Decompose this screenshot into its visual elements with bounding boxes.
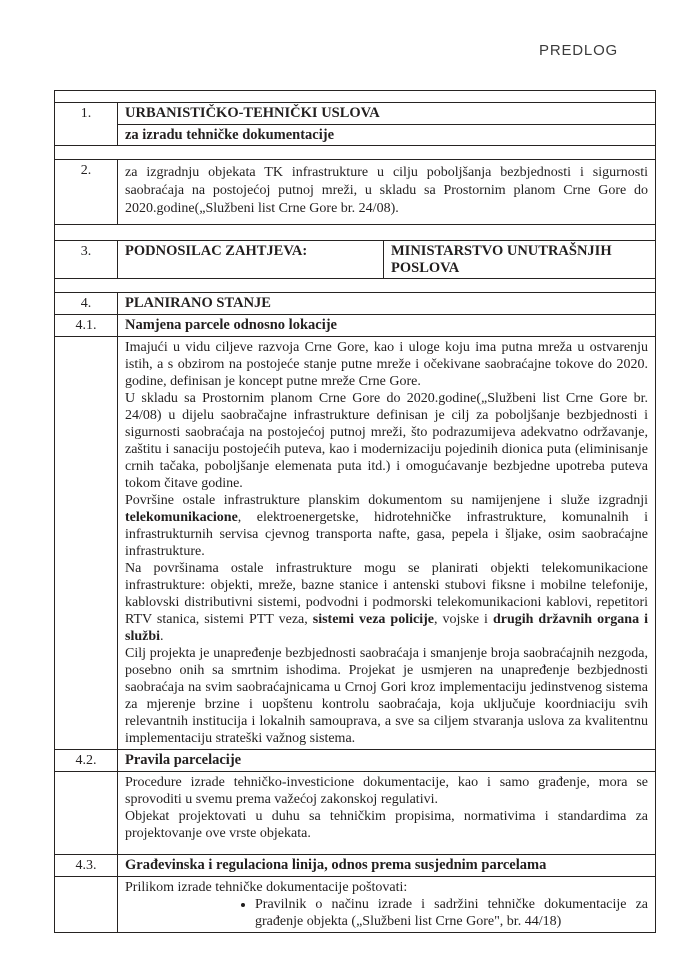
section-4-1-number-cell — [55, 337, 118, 749]
row-4-2-title: Pravila parcelacije — [125, 752, 242, 768]
p3-segment-2: , elektroenergetske, hidrotehničke infrastrukture, komunalnih i infrastrukturnih servisa cjevnog transporta nafte, gasa, pepela i šljake, osim saobraćajne infrastrukture. — [125, 510, 648, 559]
row-3-number: 3. — [55, 241, 118, 278]
p4-bold-state-organs: drugih državnih organa i službi — [125, 612, 648, 644]
row-3 — [55, 241, 655, 279]
paragraph-design-standards: Objekat projektovati u duhu sa tehničkim propisima, normativima i standardima za projektovanje ove vrste objekata. — [125, 809, 648, 841]
row-4-2 — [55, 750, 655, 772]
section-4-1-text — [118, 337, 655, 749]
p4-segment-1: Na površinama ostale infrastrukture mogu se planirati objekti telekomunikacione infrastrukture: objekti, mreže, bazne stanice i antenski stubovi fiksne i mobilne telefonije, kablovski distributivni sistemi, podvodni i podmorski telekomunikacioni kablovi, repetitori RTV stanica, sistemi PTT veza, — [125, 561, 648, 627]
empty-row-2 — [55, 225, 655, 241]
row-4-3 — [55, 855, 655, 877]
applicant-label: PODNOSILAC ZAHTJEVA: — [118, 241, 384, 278]
row-4 — [55, 293, 655, 315]
section-4-2-number-cell — [55, 772, 118, 854]
paragraph-procedures: Procedure izrade tehničko-investicione dokumentacije, kao i samo građenje, mora se sprovoditi u svemu prema važećoj zakonskoj regulativi. — [125, 775, 648, 807]
p4-segment-2: , vojske i — [433, 612, 493, 627]
row-4-number: 4. — [55, 293, 118, 314]
paragraph-respect-intro: Prilikom izrade tehničke dokumentacije poštovati: — [125, 880, 408, 895]
row-1-title: URBANISTIČKO-TEHNIČKI USLOVA — [118, 103, 655, 125]
p4-segment-3: . — [160, 629, 164, 644]
section-4-2-text-row — [55, 772, 655, 855]
bullet-list — [125, 896, 648, 930]
paragraph-concept: Imajući u vidu ciljeve razvoja Crne Gore, kao i uloge koju ima putna mreža u ostvarenju istih, a s obzirom na postojeće stanje putne mreže i očekivane saobraćajne tokove do 2020. godine, definisan je koncept putne mreže Crne Gore. — [125, 340, 648, 389]
row-2 — [55, 160, 655, 225]
section-4-1-text-row — [55, 337, 655, 750]
row-4-3-title: Građevinska i regulaciona linija, odnos prema susjednim parcelama — [125, 857, 547, 873]
section-4-2-text — [118, 772, 655, 854]
applicant-value: MINISTARSTVO UNUTRAŠNJIH POSLOVA — [391, 243, 612, 276]
row-2-number: 2. — [55, 160, 118, 224]
paragraph-project-goal: Cilj projekta je unapređenje bezbjednosti saobraćaja i smanjenje broja saobraćajnih nezgoda, posebno onih sa smrtnim ishodima. Projekat je usmjeren na unapređenje bezbjednosti saobraćaja na svim saobraćajnicama u Crnoj Gori kroz implementaciju jedinstvenog sistema za mjerenje brzine i uopštenu kontrolu saobraćaja, koja uključuje koordniaciju svih relevantnih institucija i lokalnih samouprava, a sve sa ciljem stvaranja uslova za kvalitentnu implementaciju strateški važnog sistema. — [125, 646, 648, 746]
row-4-3-number: 4.3. — [55, 855, 118, 876]
predlog-watermark: PREDLOG — [539, 42, 618, 59]
p3-segment-1: Površine ostale infrastrukture planskim dokumentom su namijenjene i služe izgradnji — [125, 493, 648, 508]
row-4-1 — [55, 315, 655, 337]
p3-bold-telekomunikacione: telekomunikacione — [125, 510, 238, 525]
row-1-content — [118, 103, 655, 145]
ut-conditions-table — [54, 90, 656, 933]
paragraph-other-infrastructure — [125, 492, 648, 560]
empty-row-1 — [55, 146, 655, 160]
row-4-2-number: 4.2. — [55, 750, 118, 771]
row-1-subtitle: za izradu tehničke dokumentacije — [125, 126, 335, 143]
row-4-1-number: 4.1. — [55, 315, 118, 336]
row-1-number: 1. — [55, 103, 118, 145]
p4-bold-police-links: sistemi veza policije — [312, 612, 434, 627]
section-4-3-text-row — [55, 877, 655, 932]
section-4-3-text — [118, 877, 655, 932]
row-1 — [55, 103, 655, 146]
empty-row-top — [55, 91, 655, 103]
bullet-item-pravilnik: • Pravilnik o načinu izrade i sadržini tehničke dokumentacije za građenje objekta („Službeni list Crne Gore", br. 44/18) — [255, 896, 648, 930]
row-4-title: PLANIRANO STANJE — [125, 295, 271, 311]
section-4-3-number-cell — [55, 877, 118, 932]
row-4-1-title: Namjena parcele odnosno lokacije — [125, 317, 337, 333]
paragraph-plan-goal: U skladu sa Prostornim planom Crne Gore do 2020.godine(„Službeni list Crne Gore br. 24/08) u dijelu saobračajne infrastrukture definisan je cilj za poboljšanje bezbjednosti i sigurnosti saobraćaja na postojećoj putnoj mreži, što podrazumijeva adekvatno održavanje, zaštitu i sanaciju postojećih puteva, kao i modernizaciju pojedinih dionica puta (eliminisanje crnih tačaka, poboljšanje elemenata puta itd.) i omogućavanje bezbjedne upotreba puteva tokom čitave godine. — [125, 391, 648, 491]
paragraph-telecom-objects — [125, 560, 648, 645]
row-2-text: za izgradnju objekata TK infrastrukture u cilju poboljšanja bezbjednosti i sigurnosti saobraćaja na postojećoj putnoj mreži, u skladu sa Prostornim planom Crne Gore do 2020.godine(„Službeni list Crne Gore br. 24/08). — [125, 165, 648, 216]
empty-row-3 — [55, 279, 655, 293]
